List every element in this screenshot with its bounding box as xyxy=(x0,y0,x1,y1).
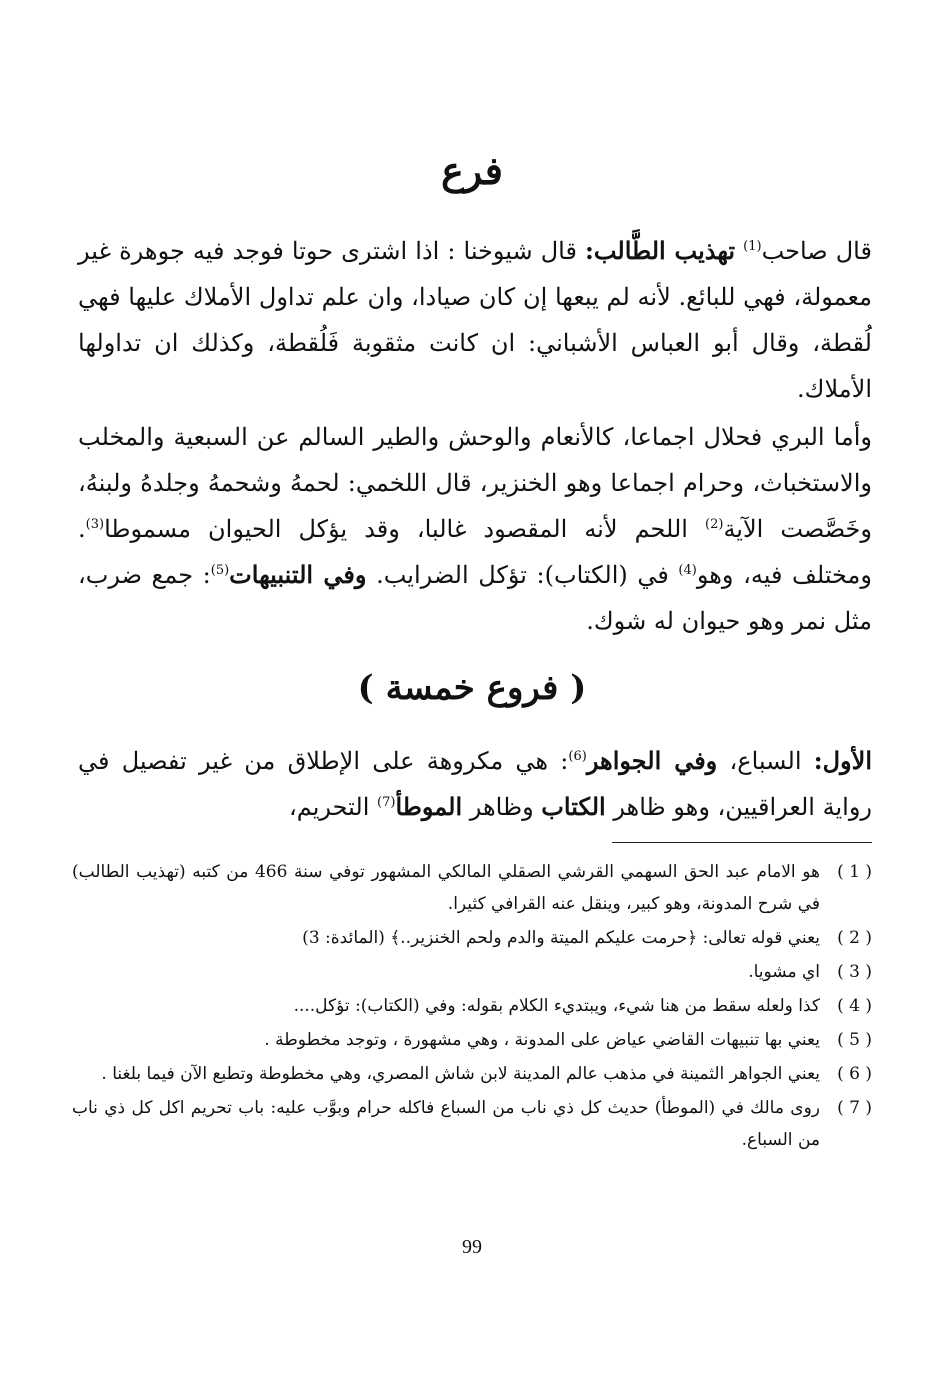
footnote-number: ( 3 ) xyxy=(837,962,872,982)
footnote-number: ( 7 ) xyxy=(837,1098,872,1118)
footnote-number: ( 4 ) xyxy=(837,996,872,1016)
p3-text-3: وظاهر xyxy=(462,793,542,821)
footnote-text: روى مالك في (الموطأ) حديث كل ذي ناب من السباع فاكله حرام وبوَّب عليه: باب تحريم اكل كل ذي ناب من السباع. xyxy=(72,1098,820,1150)
paragraph-2 xyxy=(78,414,872,644)
footnote-number: ( 6 ) xyxy=(837,1064,872,1084)
p3-text-2: : هي مكروهة على الإطلاق من غير تفصيل في رواية العراقيين، وهو ظاهر xyxy=(78,747,872,821)
footnote-number: ( 2 ) xyxy=(837,928,872,948)
paragraph-1 xyxy=(78,228,872,412)
footnotes xyxy=(72,856,872,1158)
p2-text-4: في (الكتاب): تؤكل الضرايب. xyxy=(366,561,679,589)
p2-text-5: : جمع ضرب، مثل نمر وهو حيوان له شوك. xyxy=(78,561,872,635)
section-heading-five-branches: ( فروع خمسة ) xyxy=(357,668,587,708)
footnote-7 xyxy=(72,1092,872,1156)
footnote-6 xyxy=(72,1058,872,1090)
footnote-text: كذا ولعله سقط من هنا شيء، ويبتديء الكلام بقوله: وفي (الكتاب): تؤكل.... xyxy=(293,996,820,1016)
footnote-ref-6: (6) xyxy=(568,749,587,764)
footnote-ref-7: (7) xyxy=(377,795,396,810)
page-number: 99 xyxy=(462,1236,482,1258)
footnote-text: اي مشويا. xyxy=(748,962,820,982)
p1-text-2: قال شيوخنا : اذا اشترى حوتا فوجد فيه جوهرة غير معمولة، فهي للبائع. لأنه لم يبعها إن كان صيادا، وان علم تداول الأملاك عليها فهي لُقطة، وقال أبو العباس الأشباني: ان كانت مثقوبة فَلُقطة، وكذلك ان تداولها الأملاك. xyxy=(78,237,872,403)
footnote-separator xyxy=(612,842,872,843)
p3-text-1: السباع، xyxy=(717,747,814,775)
p3-bold-kitab: الكتاب xyxy=(541,792,606,821)
footnote-ref-3: (3) xyxy=(85,517,105,532)
footnote-text: يعني بها تنبيهات القاضي عياض على المدونة ، وهي مشهورة ، وتوجد مخطوطة . xyxy=(264,1030,820,1050)
p3-bold-muwatta: الموطأ xyxy=(395,792,463,821)
p3-bold-jawahir: وفي الجواهر xyxy=(586,746,718,775)
p1-bold-tahdhib: تهذيب الطَّالب: xyxy=(585,236,736,265)
footnote-3 xyxy=(72,956,872,988)
p2-text-2: اللحم لأنه المقصود غالبا، وقد يؤكل الحيوان مسموطا xyxy=(104,515,705,543)
p2-text-1: وأما البري فحلال اجماعا، كالأنعام والوحش والطير السالم عن السبعية والمخلب والاستخباث، وحرام اجماعا وهو الخنزير، قال اللخمي: لحمهُ وشحمهُ وجلدهُ ولبنهُ، وخَصَّصت الآية xyxy=(78,423,872,543)
footnote-4 xyxy=(72,990,872,1022)
p2-text-3: . ومختلف فيه، وهو xyxy=(78,515,872,589)
p3-bold-first: الأول: xyxy=(813,746,872,775)
p1-text-1: قال صاحب xyxy=(761,237,872,265)
footnote-1 xyxy=(72,856,872,920)
footnote-text: يعني الجواهر الثمينة في مذهب عالم المدينة لابن شاش المصري، وهي مخطوطة وتطبع الآن فيما بلغنا . xyxy=(101,1064,820,1084)
p2-bold-tanbihat: وفي التنبيهات xyxy=(229,560,367,589)
p3-text-4: التحريم، xyxy=(289,793,378,821)
section-heading-far: فرع xyxy=(441,148,503,193)
footnote-5 xyxy=(72,1024,872,1056)
footnote-ref-1: (1) xyxy=(743,239,762,254)
footnote-ref-2: (2) xyxy=(705,517,724,532)
footnote-2 xyxy=(72,922,872,954)
footnote-text: هو الامام عبد الحق السهمي القرشي الصقلي المالكي المشهور توفي سنة 466 من كتبه (تهذيب الطالب) في شرح المدونة، وهو كبير، وينقل عنه القرافي كثيرا. xyxy=(72,862,820,914)
footnote-ref-4: (4) xyxy=(678,563,697,578)
footnote-number: ( 5 ) xyxy=(837,1030,872,1050)
footnote-number: ( 1 ) xyxy=(837,862,872,882)
paragraph-3 xyxy=(78,738,872,830)
footnote-ref-5: (5) xyxy=(210,563,230,578)
footnote-text: يعني قوله تعالى: ﴿حرمت عليكم الميتة والدم ولحم الخنزير..﴾ (المائدة: 3) xyxy=(302,928,820,948)
